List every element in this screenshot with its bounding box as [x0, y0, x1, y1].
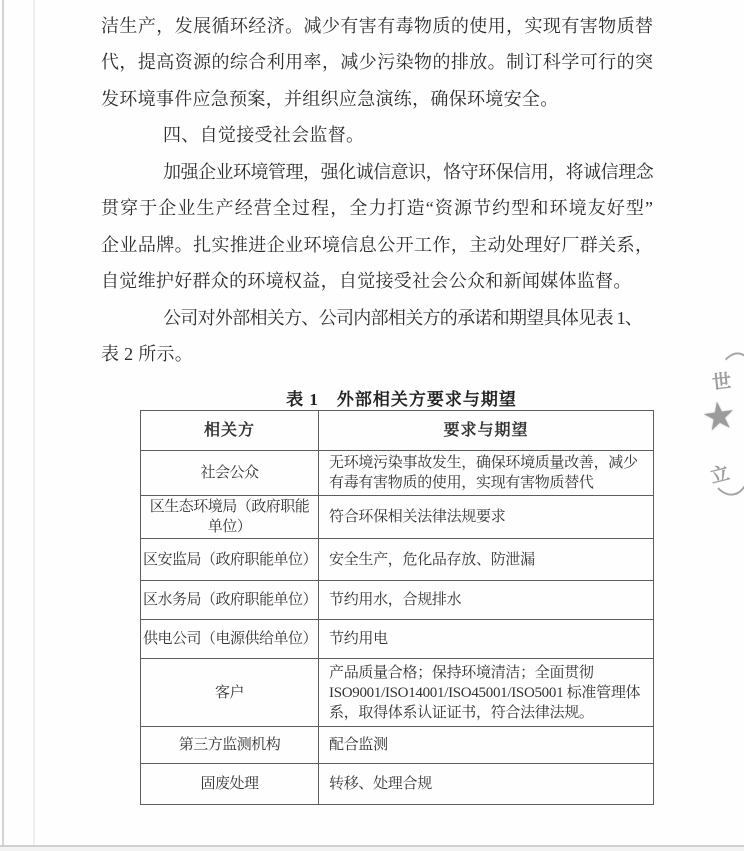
expectation-cell: 符合环保相关法律法规要求 — [319, 496, 654, 539]
column-header-expectation: 要求与期望 — [319, 411, 654, 451]
paragraph-line: 贯穿于企业生产经营全过程，全力打造“资源节约型和环境友好型” — [101, 198, 653, 218]
partial-official-seal — [695, 348, 744, 500]
paragraph-line: 代，提高资源的综合利用率，减少污染物的排放。制订科学可行的突 — [101, 52, 653, 72]
party-cell: 区生态环境局（政府职能单位） — [141, 496, 319, 539]
section-heading-line: 四、自觉接受社会监督。 — [163, 125, 365, 145]
paragraph-line: 洁生产，发展循环经济。减少有害有毒物质的使用，实现有害物质替 — [101, 16, 653, 36]
paragraph-line: 表 2 所示。 — [101, 344, 194, 364]
party-cell: 供电公司（电源供给单位） — [141, 620, 319, 659]
page-left-inner-edge-line — [33, 0, 35, 851]
table-row — [141, 659, 654, 727]
table-row — [141, 727, 654, 764]
table-row — [141, 451, 654, 496]
party-cell: 固废处理 — [141, 764, 319, 805]
table-row — [141, 620, 654, 659]
table-row — [141, 581, 654, 620]
page-bottom-margin — [0, 847, 744, 851]
column-header-party: 相关方 — [141, 411, 319, 451]
table1-external-stakeholders — [140, 410, 654, 805]
table-header-row — [141, 411, 654, 451]
expectation-cell: 节约用电 — [319, 620, 654, 659]
table-row — [141, 496, 654, 539]
paragraph-line: 发环境事件应急预案，并组织应急演练，确保环境安全。 — [101, 89, 559, 109]
table1-caption: 表 1 外部相关方要求与期望 — [286, 390, 517, 409]
seal-star-icon: ★ — [699, 393, 739, 441]
paragraph-line: 自觉维护好群众的环境权益，自觉接受社会公众和新闻媒体监督。 — [101, 271, 632, 291]
paragraph-line: 公司对外部相关方、公司内部相关方的承诺和期望具体见表 1、 — [163, 308, 643, 328]
table-row — [141, 539, 654, 581]
expectation-cell: 无环境污染事故发生，确保环境质量改善，减少有毒有害物质的使用，实现有害物质替代 — [319, 451, 654, 496]
expectation-cell: 转移、处理合规 — [319, 764, 654, 805]
expectation-cell: 产品质量合格；保持环境清洁；全面贯彻 ISO9001/ISO14001/ISO45001/ISO5001 标准管理体系，取得体系认证证书，符合法律法规。 — [319, 659, 654, 727]
seal-character-bottom: 立 — [708, 462, 732, 488]
party-cell: 客户 — [141, 659, 319, 727]
party-cell: 区水务局（政府职能单位） — [141, 581, 319, 620]
expectation-cell: 配合监测 — [319, 727, 654, 764]
party-cell: 区安监局（政府职能单位） — [141, 539, 319, 581]
party-cell: 第三方监测机构 — [141, 727, 319, 764]
table-row — [141, 764, 654, 805]
seal-character-top: 世 — [711, 371, 733, 394]
page-left-edge-line — [2, 0, 4, 851]
expectation-cell: 节约用水，合规排水 — [319, 581, 654, 620]
paragraph-line: 企业品牌。扎实推进企业环境信息公开工作，主动处理好厂群关系， — [101, 235, 653, 255]
party-cell: 社会公众 — [141, 451, 319, 496]
expectation-cell: 安全生产，危化品存放、防泄漏 — [319, 539, 654, 581]
paragraph-line: 加强企业环境管理，强化诚信意识，恪守环保信用，将诚信理念 — [163, 162, 653, 182]
